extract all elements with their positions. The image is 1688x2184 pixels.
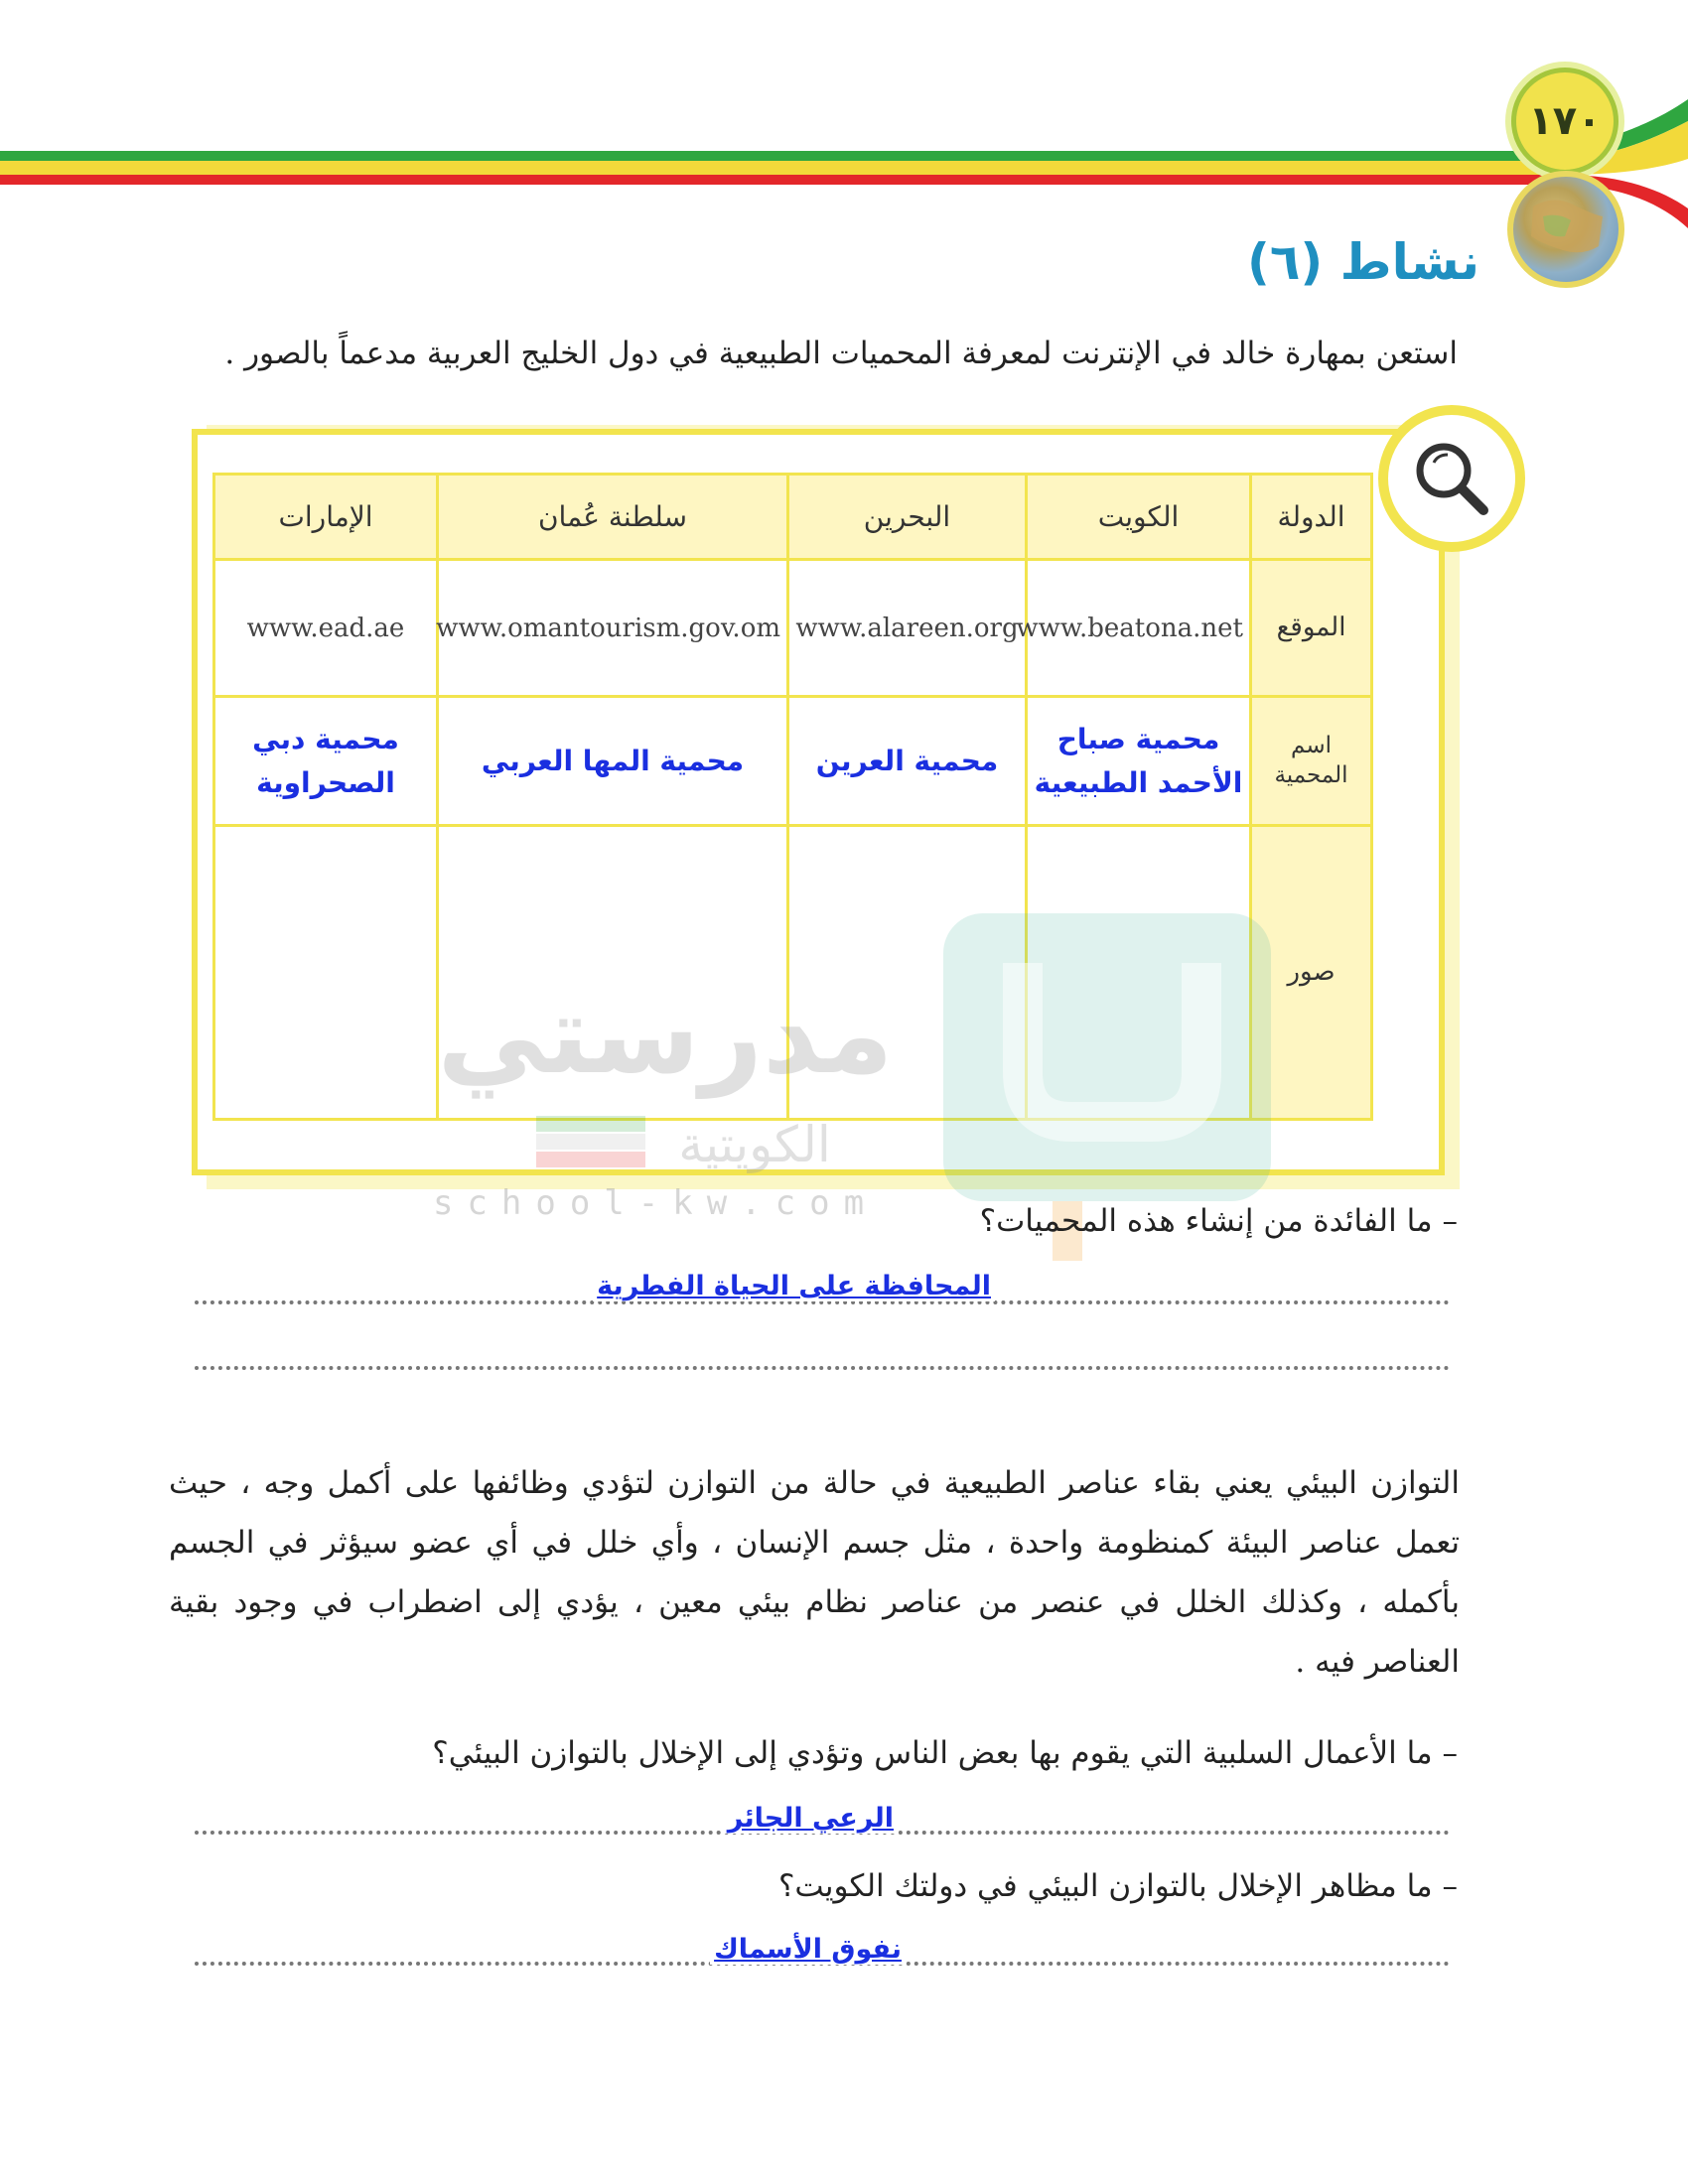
row-label-country: الدولة <box>1251 475 1372 560</box>
reserve-oman: محمية المها العربي <box>438 697 788 826</box>
table-row <box>214 697 1372 826</box>
magnifier-icon <box>1378 405 1525 552</box>
page-number: ١٧٠ <box>1528 98 1602 144</box>
page-number-badge <box>1511 68 1618 175</box>
watermark-url: school-kw.com <box>432 1183 879 1223</box>
photo-cell-bahrain <box>788 826 1027 1120</box>
site-kuwait: www.beatona.net <box>1027 560 1251 697</box>
activity-title: نشاط (٦) <box>1246 233 1479 291</box>
row-label-site: الموقع <box>1251 560 1372 697</box>
answer-3: نفوق الأسماك <box>710 1934 906 1965</box>
activity-instructions: استعن بمهارة خالد في الإنترنت لمعرفة المحميات الطبيعية في دول الخليج العربية مدعماً بالصور . <box>224 336 1458 371</box>
answer-2: الرعي الجائر <box>724 1803 898 1834</box>
watermark-sub: الكويتية <box>678 1116 831 1173</box>
site-oman: www.omantourism.gov.om <box>438 560 788 697</box>
site-bahrain: www.alareen.org <box>788 560 1027 697</box>
map-thumbnail-icon <box>1507 171 1624 288</box>
photo-cell-oman <box>438 826 788 1120</box>
country-uae: الإمارات <box>214 475 438 560</box>
country-bahrain: البحرين <box>788 475 1027 560</box>
question-1: – ما الفائدة من إنشاء هذه المحميات؟ <box>979 1203 1458 1239</box>
row-label-reserve: اسم المحمية <box>1251 697 1372 826</box>
site-uae: www.ead.ae <box>214 560 438 697</box>
reserve-kuwait: محمية صباح الأحمد الطبيعية <box>1027 697 1251 826</box>
watermark-brand: مدرستي <box>437 971 894 1098</box>
reserve-uae: محمية دبي الصحراوية <box>214 697 438 826</box>
country-oman: سلطنة عُمان <box>438 475 788 560</box>
photo-cell-uae <box>214 826 438 1120</box>
question-2: – ما الأعمال السلبية التي يقوم بها بعض الناس وتؤدي إلى الإخلال بالتوازن البيئي؟ <box>432 1735 1458 1771</box>
answer-1: المحافظة على الحياة الفطرية <box>593 1271 995 1301</box>
country-kuwait: الكويت <box>1027 475 1251 560</box>
question-3: – ما مظاهر الإخلال بالتوازن البيئي في دولتك الكويت؟ <box>777 1868 1458 1904</box>
answer-line-1b[interactable] <box>195 1366 1450 1370</box>
balance-paragraph: التوازن البيئي يعني بقاء عناصر الطبيعية في حالة من التوازن لتؤدي وظائفها على أكمل وجه ، حيث تعمل عناصر البيئة كمنظومة واحدة ، مثل جسم الإنسان ، وأي خلل في أي عضو سيؤثر في الجسم بأكمله ، وكذلك الخلل في عنصر من عناصر نظام بيئي معين ، يؤدي إلى اضطراب في وجود بقية العناصر فيه . <box>169 1465 1460 1680</box>
reserves-table <box>212 473 1373 1121</box>
photo-cell-kuwait <box>1027 826 1251 1120</box>
table-row <box>214 475 1372 560</box>
row-label-photos: صور <box>1251 826 1372 1120</box>
table-row <box>214 826 1372 1120</box>
reserve-bahrain: محمية العرين <box>788 697 1027 826</box>
table-row <box>214 560 1372 697</box>
